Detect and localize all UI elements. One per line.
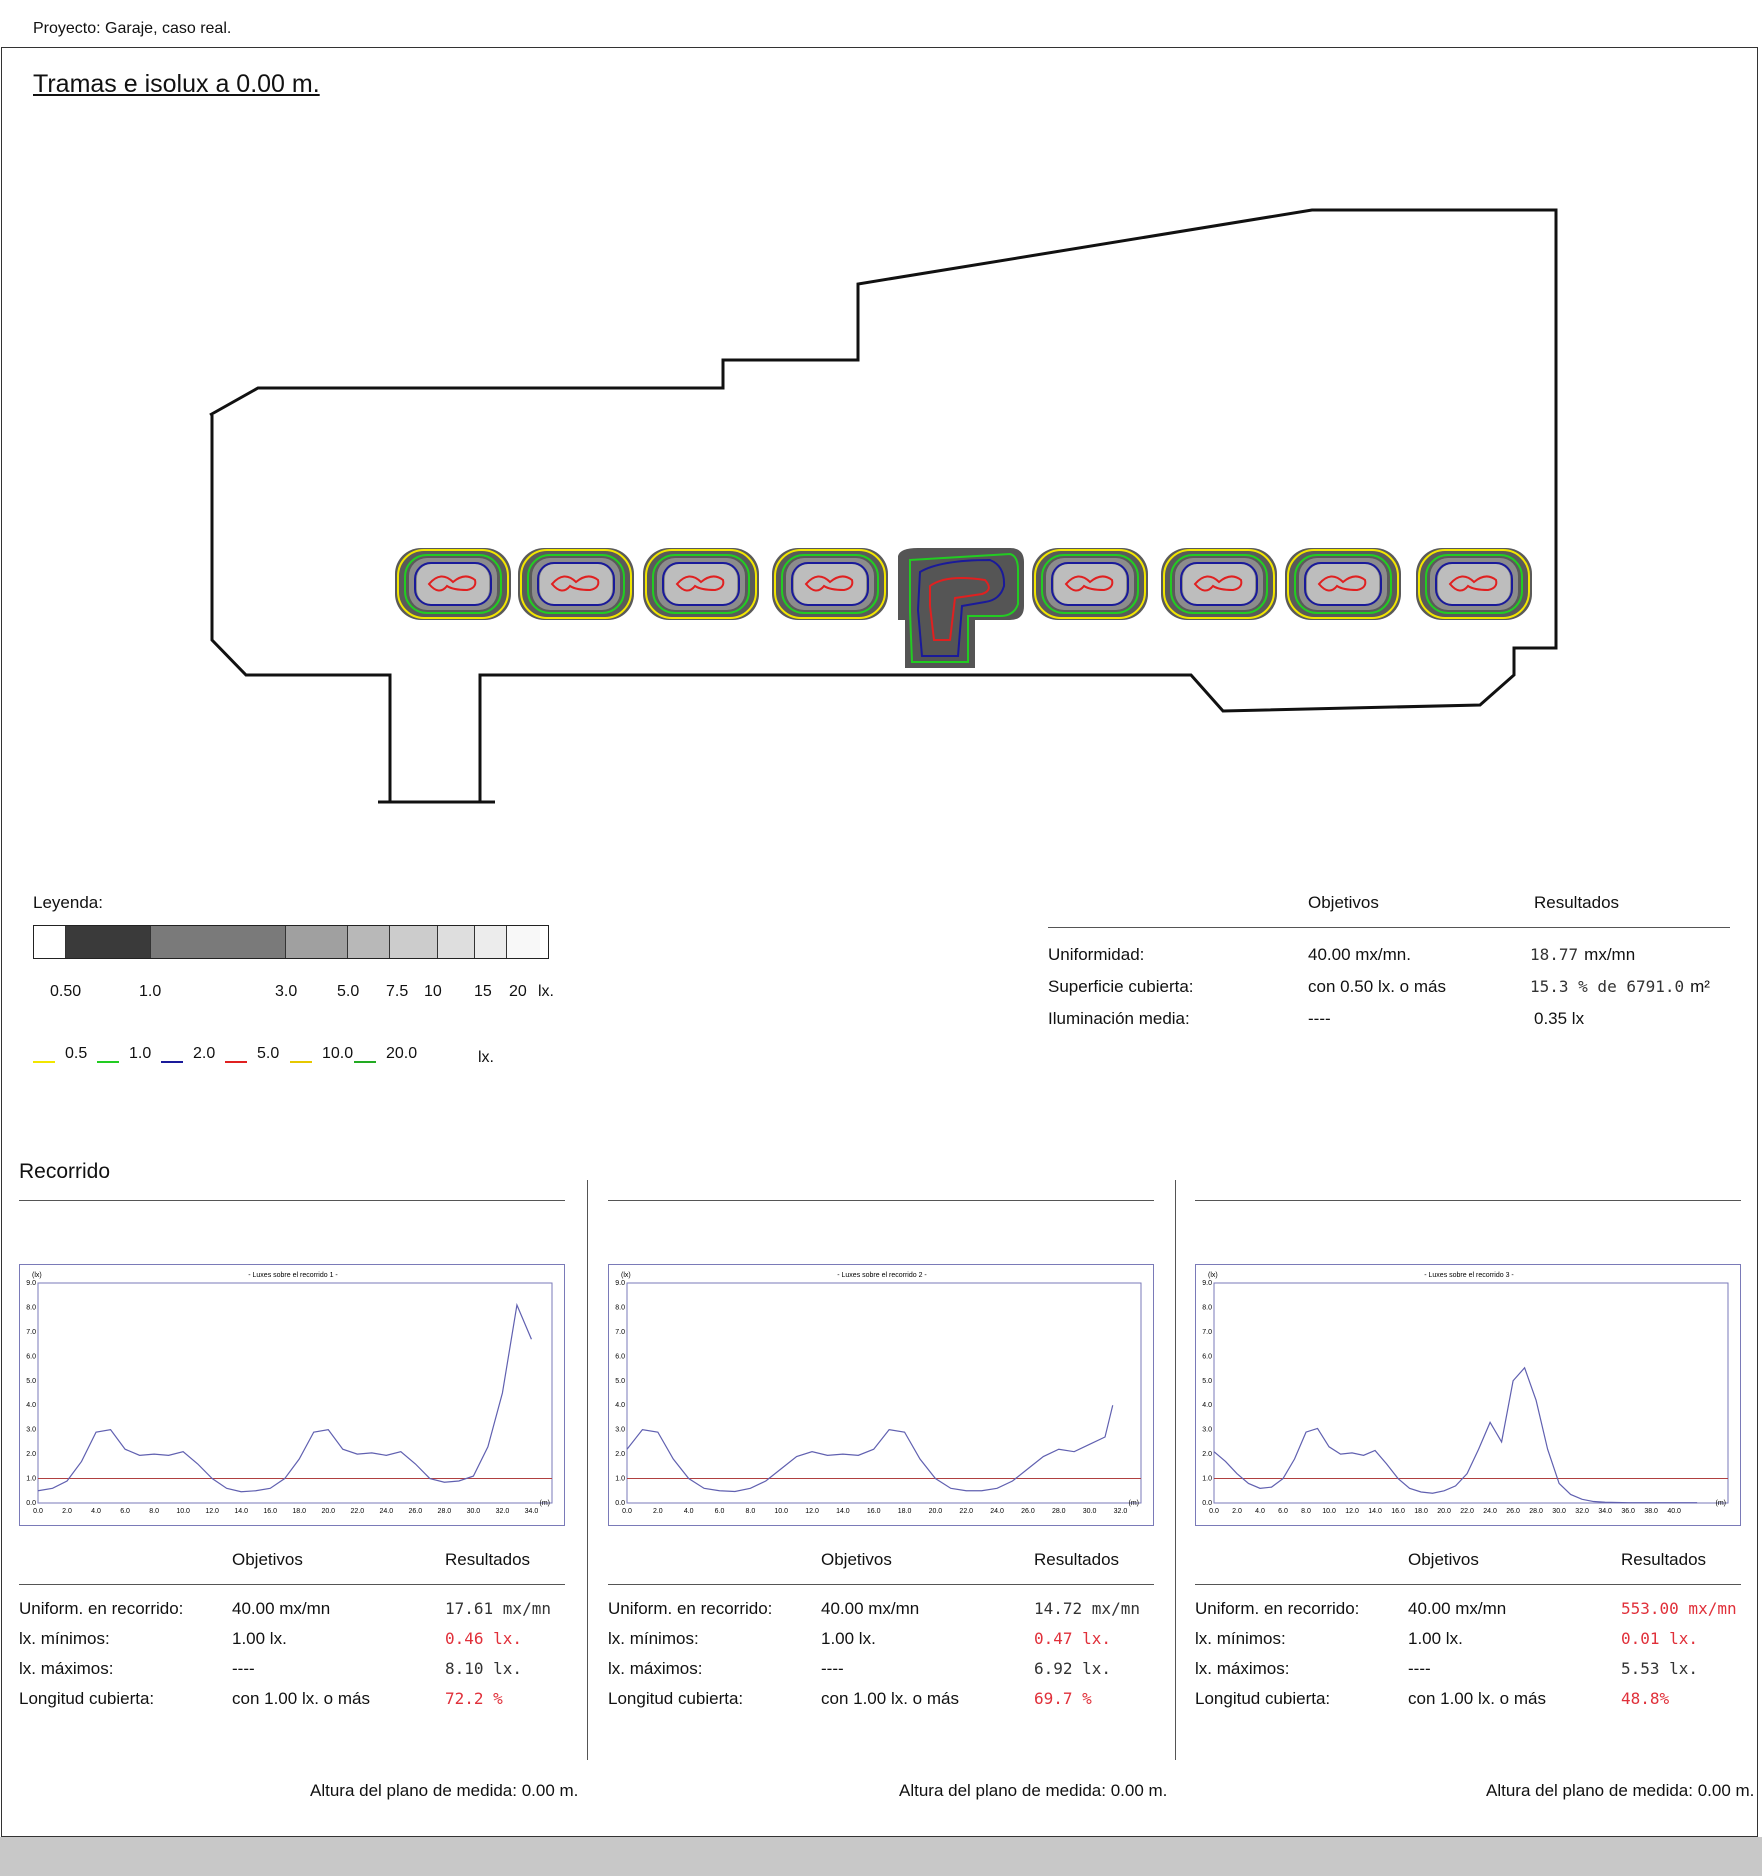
chart-xtick-label: 12.0: [1345, 1508, 1359, 1515]
chart-ytick-label: 8.0: [615, 1304, 625, 1312]
isoline-label: 20.0: [386, 1045, 418, 1062]
chart-ytick-label: 5.0: [615, 1377, 625, 1385]
legend-swatch: [507, 926, 540, 958]
legend-scale-label: 1.0: [139, 983, 162, 1000]
chart-ytick-label: 9.0: [1202, 1280, 1212, 1287]
global-row-result: [1530, 945, 1635, 965]
panel-col-results: Resultados: [1034, 1550, 1120, 1569]
chart-ylabel: (lx): [1208, 1272, 1218, 1279]
chart-xtick-label: 6.0: [1278, 1508, 1288, 1515]
isoline-swatch: [161, 1061, 183, 1063]
legend-scale-label: 5.0: [337, 983, 360, 1000]
isoline-label: 10.0: [322, 1045, 354, 1062]
chart-xtick-label: 16.0: [866, 1508, 881, 1515]
chart-ytick-label: 2.0: [615, 1451, 625, 1459]
chart-xtick-label: 18.0: [1414, 1508, 1428, 1515]
isoline-swatch: [33, 1061, 55, 1063]
chart-xtick-label: 28.0: [1529, 1508, 1543, 1515]
chart-xtick-label: 14.0: [836, 1508, 850, 1515]
chart-svg: [609, 1265, 1155, 1527]
chart-xtick-label: 0.0: [622, 1508, 632, 1515]
chart-xtick-label: 2.0: [1232, 1508, 1242, 1515]
panel-row-label: Uniform. en recorrido:: [608, 1599, 773, 1618]
chart-svg: [1196, 1265, 1742, 1527]
chart-xtick-label: 10.0: [176, 1508, 190, 1515]
chart-xtick-label: 2.0: [62, 1508, 72, 1515]
chart-xtick-label: 8.0: [745, 1508, 756, 1515]
legend-scale-label: lx.: [538, 983, 554, 1000]
chart-xtick-label: 10.0: [774, 1508, 789, 1515]
chart-ytick-label: 3.0: [26, 1426, 36, 1434]
chart-xtick-label: 28.0: [1051, 1508, 1066, 1515]
panel-col-results: Resultados: [445, 1550, 531, 1569]
chart-xlabel: (m): [1715, 1500, 1726, 1507]
panel-row-objective: 1.00 lx.: [1408, 1629, 1463, 1648]
recorrido-title: Recorrido: [19, 1160, 111, 1183]
panel-separator-1: [587, 1180, 588, 1760]
light-pool: [395, 548, 511, 620]
panel-row-result: 5.53 lx.: [1621, 1659, 1699, 1678]
global-result-value: 0.35 lx: [1534, 1009, 1585, 1028]
chart-ylabel: (lx): [32, 1272, 42, 1279]
chart-plot-area: [1214, 1283, 1728, 1503]
legend-swatch: [438, 926, 475, 958]
light-pool: [643, 548, 759, 620]
panel-footer: Altura del plano de medida: 0.00 m.: [310, 1781, 579, 1800]
global-row-label: Uniformidad:: [1048, 945, 1145, 964]
isoline-swatch: [290, 1061, 312, 1063]
panel-row-label: lx. máximos:: [608, 1659, 703, 1678]
isoline-swatch: [225, 1061, 247, 1063]
chart-xtick-label: 14.0: [1368, 1508, 1382, 1515]
project-name: Garaje, caso real.: [105, 20, 232, 37]
chart-xtick-label: 22.0: [350, 1508, 365, 1515]
chart-title: - Luxes sobre el recorrido 2 -: [837, 1272, 927, 1279]
panel-row-result: 0.47 lx.: [1034, 1629, 1112, 1648]
chart-xtick-label: 18.0: [292, 1508, 307, 1515]
chart-ytick-label: 8.0: [26, 1304, 36, 1312]
legend-scale-label: 10: [424, 983, 442, 1000]
chart-xtick-label: 12.0: [805, 1508, 819, 1515]
panel-row-result: 72.2 %: [445, 1689, 503, 1708]
global-col-objectives: Objetivos: [1308, 893, 1379, 912]
chart-xtick-label: 30.0: [1552, 1508, 1566, 1515]
chart-ytick-label: 2.0: [1202, 1451, 1212, 1459]
panel-row-objective: con 1.00 lx. o más: [821, 1689, 959, 1708]
chart-xtick-label: 38.0: [1644, 1508, 1658, 1515]
chart-ytick-label: 0.0: [1202, 1500, 1212, 1507]
panel-table-divider: [1195, 1584, 1741, 1585]
panel-row-objective: 40.00 mx/mn: [1408, 1599, 1507, 1618]
panel-row-result: 6.92 lx.: [1034, 1659, 1112, 1678]
global-result-value: 18.77: [1530, 945, 1579, 964]
chart-xtick-label: 36.0: [1621, 1508, 1635, 1515]
chart-xtick-label: 26.0: [1506, 1508, 1520, 1515]
chart-xtick-label: 8.0: [1301, 1508, 1311, 1515]
chart-ytick-label: 6.0: [615, 1353, 625, 1361]
recorrido-chart: [19, 1264, 565, 1526]
legend-swatch: [34, 926, 66, 958]
chart-plot-area: [38, 1283, 552, 1503]
chart-ytick-label: 7.0: [615, 1328, 625, 1336]
chart-xtick-label: 34.0: [1598, 1508, 1612, 1515]
global-row-result: [1534, 1009, 1584, 1029]
panel-top-divider: [1195, 1200, 1741, 1201]
global-row-label: Iluminación media:: [1048, 1009, 1190, 1028]
chart-xtick-label: 6.0: [120, 1508, 130, 1515]
chart-ytick-label: 2.0: [26, 1451, 36, 1459]
panel-row-result: 553.00 mx/mn: [1621, 1599, 1737, 1618]
panel-row-label: lx. mínimos:: [608, 1629, 699, 1648]
chart-series-line: [1214, 1368, 1697, 1503]
chart-ytick-label: 1.0: [26, 1475, 36, 1483]
chart-xtick-label: 24.0: [990, 1508, 1004, 1515]
legend-swatch: [66, 926, 151, 958]
chart-xtick-label: 16.0: [263, 1508, 278, 1515]
isoline-label: 1.0: [129, 1045, 152, 1062]
chart-xtick-label: 40.0: [1667, 1508, 1681, 1515]
global-result-unit: mx/mn: [1584, 945, 1636, 964]
chart-svg: [20, 1265, 566, 1527]
global-row-objective: ----: [1308, 1009, 1331, 1028]
panel-row-objective: 40.00 mx/mn: [821, 1599, 920, 1618]
chart-xtick-label: 4.0: [91, 1508, 101, 1515]
chart-xtick-label: 4.0: [683, 1508, 694, 1515]
isoline-label: 2.0: [193, 1045, 216, 1062]
chart-ytick-label: 0.0: [615, 1500, 625, 1507]
chart-xtick-label: 30.0: [466, 1508, 481, 1515]
panel-row-label: lx. mínimos:: [1195, 1629, 1286, 1648]
global-result-value: 15.3 % de 6791.0: [1530, 977, 1685, 996]
chart-xtick-label: 0.0: [33, 1508, 43, 1515]
legend-scale-bar: [33, 925, 549, 959]
panel-col-objectives: Objetivos: [821, 1550, 892, 1569]
chart-xtick-label: 12.0: [205, 1508, 219, 1515]
global-row-result: [1530, 977, 1710, 997]
isoline-swatch: [354, 1061, 376, 1063]
panel-row-objective: con 1.00 lx. o más: [232, 1689, 370, 1708]
panel-row-result: 69.7 %: [1034, 1689, 1092, 1708]
recorrido-chart: [1195, 1264, 1741, 1526]
chart-xtick-label: 30.0: [1082, 1508, 1097, 1515]
chart-ytick-label: 4.0: [26, 1402, 36, 1410]
panel-row-objective: ----: [821, 1659, 844, 1678]
chart-xtick-label: 32.0: [1575, 1508, 1589, 1515]
chart-xtick-label: 24.0: [379, 1508, 394, 1515]
panel-row-label: lx. mínimos:: [19, 1629, 110, 1648]
panel-top-divider: [19, 1200, 565, 1201]
chart-xtick-label: 0.0: [1209, 1508, 1219, 1515]
chart-xtick-label: 22.0: [1460, 1508, 1474, 1515]
chart-title: - Luxes sobre el recorrido 1 -: [248, 1272, 338, 1279]
plan-outline: [210, 210, 1556, 802]
chart-xtick-label: 20.0: [1437, 1508, 1451, 1515]
panel-row-label: Uniform. en recorrido:: [1195, 1599, 1360, 1618]
chart-xtick-label: 26.0: [408, 1508, 423, 1515]
legend-swatch: [390, 926, 438, 958]
chart-xtick-label: 16.0: [1391, 1508, 1405, 1515]
panel-row-objective: 1.00 lx.: [232, 1629, 287, 1648]
panel-col-results: Resultados: [1621, 1550, 1707, 1569]
light-pool-central: [898, 548, 1024, 668]
panel-col-objectives: Objetivos: [232, 1550, 303, 1569]
chart-ytick-label: 7.0: [1202, 1328, 1212, 1336]
project-label: Proyecto:: [33, 20, 101, 37]
legend-swatch: [286, 926, 348, 958]
panel-row-objective: ----: [232, 1659, 255, 1678]
chart-ytick-label: 3.0: [1202, 1426, 1212, 1434]
chart-xtick-label: 32.0: [495, 1508, 510, 1515]
chart-ytick-label: 9.0: [615, 1280, 625, 1287]
isoline-swatch: [97, 1061, 119, 1063]
light-pool: [518, 548, 634, 620]
panel-top-divider: [608, 1200, 1154, 1201]
panel-row-objective: con 1.00 lx. o más: [1408, 1689, 1546, 1708]
chart-xlabel: (m): [539, 1500, 550, 1507]
chart-ytick-label: 4.0: [1202, 1402, 1212, 1410]
isolines-unit: lx.: [478, 1049, 494, 1066]
panel-row-label: lx. máximos:: [1195, 1659, 1290, 1678]
panel-row-label: Longitud cubierta:: [1195, 1689, 1331, 1708]
legend-title: Leyenda:: [33, 893, 103, 912]
chart-ytick-label: 0.0: [26, 1500, 36, 1507]
isoline-label: 0.5: [65, 1045, 88, 1062]
light-pool: [772, 548, 888, 620]
legend-swatch: [475, 926, 507, 958]
panel-row-result: 17.61 mx/mn: [445, 1599, 551, 1618]
panel-row-objective: 1.00 lx.: [821, 1629, 876, 1648]
panel-row-label: Uniform. en recorrido:: [19, 1599, 184, 1618]
global-result-unit: m²: [1690, 977, 1710, 996]
panel-row-result: 8.10 lx.: [445, 1659, 523, 1678]
panel-separator-2: [1175, 1180, 1176, 1760]
isolux-zones: [395, 548, 1532, 668]
chart-xtick-label: 28.0: [437, 1508, 452, 1515]
legend-scale-label: 0.50: [50, 983, 82, 1000]
chart-xlabel: (m): [1128, 1500, 1139, 1507]
floor-plan: [0, 0, 1762, 820]
panel-table-divider: [19, 1584, 565, 1585]
chart-ytick-label: 6.0: [26, 1353, 36, 1361]
chart-ytick-label: 1.0: [1202, 1475, 1212, 1483]
chart-series-line: [38, 1305, 531, 1492]
chart-xtick-label: 6.0: [714, 1508, 725, 1515]
legend-scale-label: 15: [474, 983, 492, 1000]
legend-scale-label: 7.5: [386, 983, 409, 1000]
section-title: Tramas e isolux a 0.00 m.: [33, 70, 320, 98]
chart-xtick-label: 24.0: [1483, 1508, 1497, 1515]
global-row-objective: 40.00 mx/mn.: [1308, 945, 1411, 964]
chart-xtick-label: 26.0: [1021, 1508, 1035, 1515]
legend-swatch: [348, 926, 390, 958]
chart-xtick-label: 20.0: [321, 1508, 336, 1515]
bottom-bar: [0, 1837, 1762, 1876]
light-pool: [1285, 548, 1401, 620]
panel-footer: Altura del plano de medida: 0.00 m.: [1486, 1781, 1755, 1800]
panel-row-result: 0.46 lx.: [445, 1629, 523, 1648]
chart-xtick-label: 4.0: [1255, 1508, 1265, 1515]
chart-ytick-label: 4.0: [615, 1402, 625, 1410]
recorrido-chart: [608, 1264, 1154, 1526]
panel-col-objectives: Objetivos: [1408, 1550, 1479, 1569]
global-col-results: Resultados: [1534, 893, 1620, 912]
chart-xtick-label: 20.0: [928, 1508, 943, 1515]
chart-xtick-label: 34.0: [524, 1508, 539, 1515]
panel-row-result: 0.01 lx.: [1621, 1629, 1699, 1648]
isoline-label: 5.0: [257, 1045, 280, 1062]
panel-row-label: Longitud cubierta:: [608, 1689, 744, 1708]
chart-xtick-label: 14.0: [234, 1508, 248, 1515]
chart-plot-area: [627, 1283, 1141, 1503]
chart-ytick-label: 3.0: [615, 1426, 625, 1434]
chart-ytick-label: 7.0: [26, 1328, 36, 1336]
chart-title: - Luxes sobre el recorrido 3 -: [1424, 1272, 1514, 1279]
global-results-divider: [1048, 927, 1730, 928]
global-row-objective: con 0.50 lx. o más: [1308, 977, 1446, 996]
panel-row-objective: ----: [1408, 1659, 1431, 1678]
light-pool: [1416, 548, 1532, 620]
legend-swatch: [151, 926, 286, 958]
chart-xtick-label: 32.0: [1113, 1508, 1128, 1515]
chart-ytick-label: 1.0: [615, 1475, 625, 1483]
panel-footer: Altura del plano de medida: 0.00 m.: [899, 1781, 1168, 1800]
light-pool: [1161, 548, 1277, 620]
panel-row-label: lx. máximos:: [19, 1659, 114, 1678]
chart-xtick-label: 22.0: [959, 1508, 974, 1515]
light-pool: [1032, 548, 1148, 620]
chart-xtick-label: 18.0: [897, 1508, 912, 1515]
panel-row-label: Longitud cubierta:: [19, 1689, 155, 1708]
panel-row-result: 48.8%: [1621, 1689, 1670, 1708]
legend-scale-label: 20: [509, 983, 527, 1000]
chart-ylabel: (lx): [621, 1272, 631, 1279]
legend-scale-label: 3.0: [275, 983, 298, 1000]
chart-xtick-label: 8.0: [149, 1508, 159, 1515]
chart-ytick-label: 9.0: [26, 1280, 36, 1287]
chart-ytick-label: 8.0: [1202, 1304, 1212, 1312]
chart-ytick-label: 5.0: [26, 1377, 36, 1385]
panel-table-divider: [608, 1584, 1154, 1585]
panel-row-result: 14.72 mx/mn: [1034, 1599, 1140, 1618]
chart-ytick-label: 5.0: [1202, 1377, 1212, 1385]
chart-xtick-label: 2.0: [652, 1508, 663, 1515]
chart-xtick-label: 10.0: [1322, 1508, 1336, 1515]
chart-ytick-label: 6.0: [1202, 1353, 1212, 1361]
panel-row-objective: 40.00 mx/mn: [232, 1599, 331, 1618]
global-row-label: Superficie cubierta:: [1048, 977, 1194, 996]
